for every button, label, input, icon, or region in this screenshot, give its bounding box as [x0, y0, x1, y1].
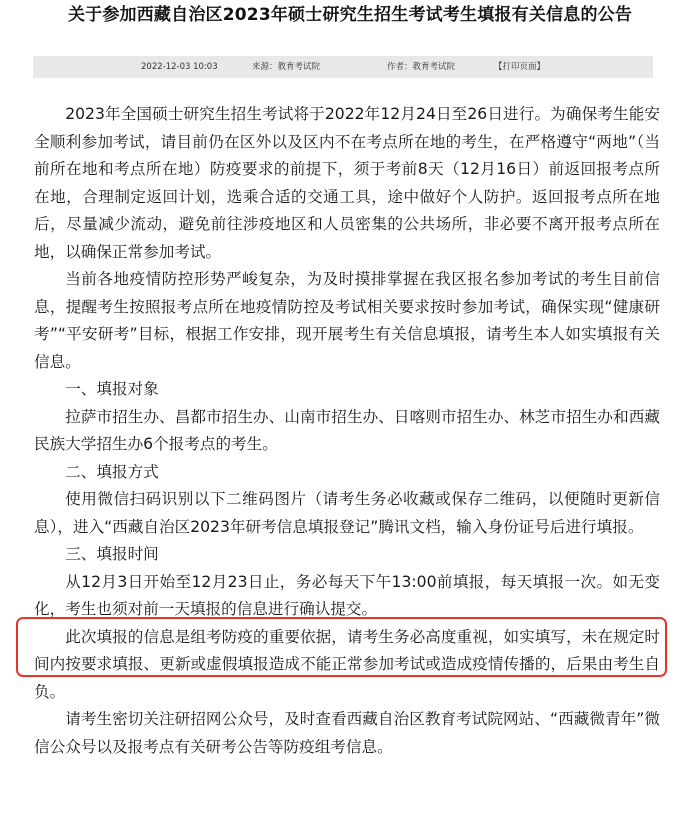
- paragraph-background: 当前各地疫情防控形势严峻复杂，为及时摸排掌握在我区报名参加考试的考生目前信息，提醒考生按照报考点所在地疫情防控及考试相关要求按时参加考试，确保实现“健康研考”“平安研考”目标，根据工作安排，现开展考生有关信息填报，请考生本人如实填报有关信息。: [34, 270, 660, 371]
- section-heading-targets: 一、填报对象: [65, 380, 159, 398]
- paragraph-time: 从12月3日开始至12月23日止，务必每天下午13:00前填报，每天填报一次。如无变化，考生也须对前一天填报的信息进行确认提交。: [34, 572, 660, 618]
- paragraph-exam-schedule: 2023年全国硕士研究生招生考试将于2022年12月24日至26日进行。为确保考生能安全顺利参加考试，请目前仍在区外以及区内不在考点所在地的考生，在严格遵守“两地”（当前所在地和考点所在地）防疫要求的前提下，须于考前8天（12月16日）前返回报考点所在地，合理制定返回计划，选乘合适的交通工具，途中做好个人防护。返回报考点所在地后，尽量减少流动，避免前往涉疫地区和人员密集的公共场所，非必要不离开报考点所在地，以确保正常参加考试。: [34, 105, 660, 261]
- article-meta-bar: [33, 56, 653, 78]
- paragraph-targets: 拉萨市招生办、昌都市招生办、山南市招生办、日喀则市招生办、林芝市招生办和西藏民族大学招生办6个报考点的考生。: [34, 407, 660, 453]
- section-heading-method: 二、填报方式: [65, 462, 159, 481]
- section-heading-time: 三、填报时间: [65, 545, 159, 563]
- article-title: 关于参加西藏自治区2023年硕士研究生招生考试考生填报有关信息的公告: [67, 5, 633, 25]
- paragraph-follow-notice: 请考生密切关注研招网公众号，及时查看西藏自治区教育考试院网站、“西藏微青年”微信公众号以及报考点有关研考公告等防疫组考信息。: [34, 710, 660, 756]
- paragraph-importance: 此次填报的信息是组考防疫的重要依据，请考生务必高度重视，如实填写，未在规定时间内按要求填报、更新或虚假填报造成不能正常参加考试或造成疫情传播的，后果由考生自负。: [34, 627, 660, 701]
- highlight-annotation-box: [16, 617, 667, 677]
- article-author: 作者：教育考试院: [387, 62, 456, 72]
- publish-date: 2022-12-03 10:03: [141, 62, 218, 72]
- article-source: 来源：教育考试院: [252, 62, 321, 72]
- paragraph-method: 使用微信扫码识别以下二维码图片（请考生务必收藏或保存二维码，以便随时更新信息），进入“西藏自治区2023年研考信息填报登记”腾讯文档，输入身份证号后进行填报。: [34, 490, 660, 536]
- print-page-link[interactable]: 【打印页面】: [494, 62, 546, 72]
